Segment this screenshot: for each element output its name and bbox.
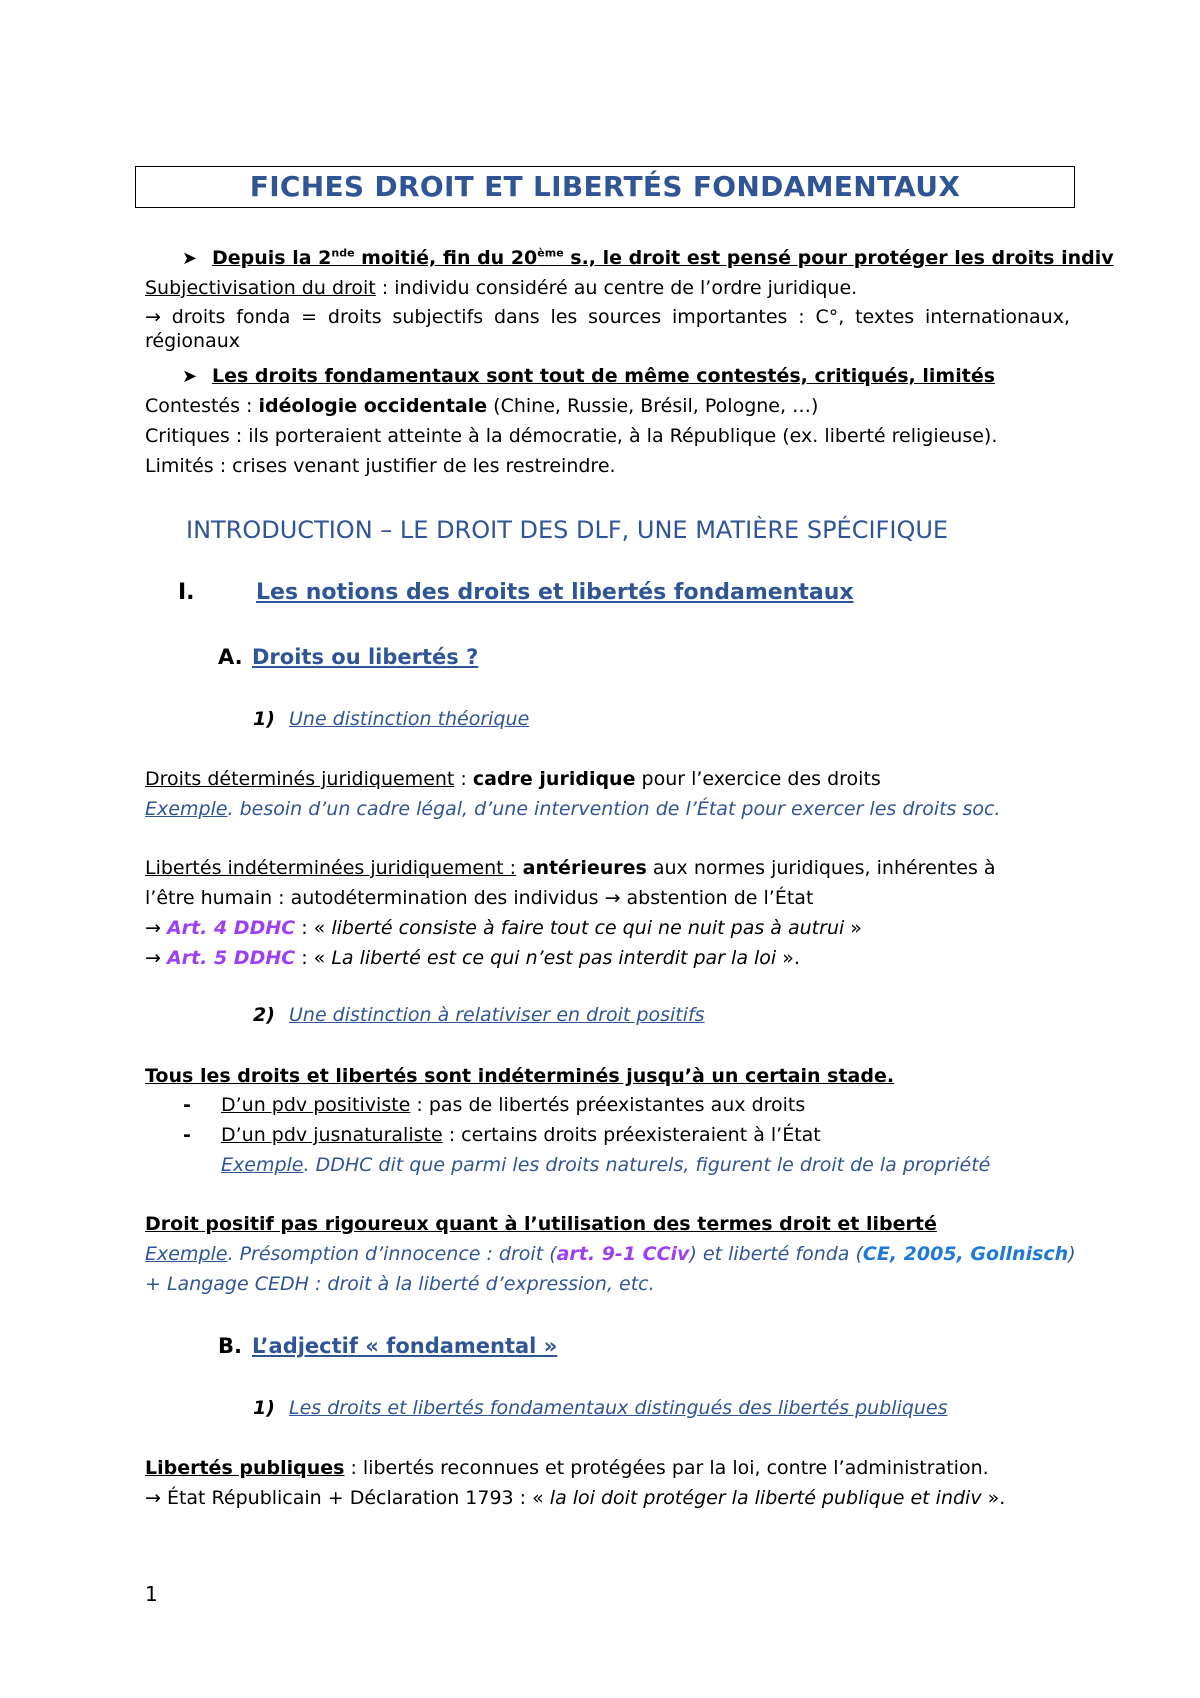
section-A-label: Droits ou libertés ? [252,645,479,669]
art5-line [145,946,1070,970]
art-9-1-ref: art. 9-1 CCiv [556,1243,690,1265]
section-B-heading [218,1334,557,1358]
autodetermination-text: l’être humain : autodétermination des individus [145,887,605,909]
quote-open: : « [295,917,332,939]
libertes-publiques-def: : libertés reconnues et protégées par la loi, contre l’administration. [344,1457,989,1479]
pdv-positiviste-text: : pas de libertés préexistantes aux droits [410,1094,806,1116]
libertes-indeterminees-term: Libertés indéterminées juridiquement : [145,857,517,879]
right-arrow-icon: → [145,1487,161,1509]
etat-republicain-line [145,1486,1070,1510]
exemple-3-text-c: ) [1068,1243,1076,1265]
subjectivisation-def: : individu considéré au centre de l’ordre juridique. [375,277,858,299]
subsection-1-label: Une distinction théorique [289,708,530,730]
subsection-1-number: 1) [253,708,275,730]
right-arrow-icon: → [145,947,161,969]
quote-close: » [844,917,862,939]
exemple-label: Exemple [145,798,228,820]
section-I-label: Les notions des droits et libertés fondamentaux [256,580,854,605]
droits-determines-term: Droits déterminés juridiquement [145,768,455,790]
art4-ref: Art. 4 DDHC [166,917,296,939]
subjectivisation-term: Subjectivisation du droit [145,277,376,299]
title-box [135,166,1075,208]
cadre-juridique-bold: cadre juridique [472,768,636,790]
subsection-2-heading [253,1004,705,1026]
subjectivisation-line [145,276,1070,300]
bullet1-text-c: s., le droit est pensé pour protéger les droits indiv [563,247,1114,269]
gollnisch-ref: Gollnisch [970,1243,1069,1265]
critiques-line: Critiques : ils porteraient atteinte à la démocratie, à la République (ex. liberté religieuse). [145,425,998,447]
fonda-paragraph [145,305,1070,353]
bullet2-text: Les droits fondamentaux sont tout de même contestés, critiqués, limités [212,365,996,387]
pdv-positiviste-term: D’un pdv positiviste [221,1094,411,1116]
subsection-2-label: Une distinction à relativiser en droit positifs [289,1004,705,1026]
section-B-number: B. [218,1334,242,1358]
arrowhead-bullet-icon: ➤ [182,248,198,269]
libertes-indeterminees-line [145,856,1070,880]
tous-droits-line: Tous les droits et libertés sont indéterminés jusqu’à un certain stade. [145,1065,895,1087]
art4-quote: liberté consiste à faire tout ce qui ne nuit pas à autrui [331,917,845,939]
dash-bullet-icon: - [183,1124,191,1146]
quote-close: ». [981,1487,1006,1509]
page-number: 1 [145,1582,158,1606]
right-arrow-icon: → [145,917,161,939]
bullet1-sup-b: ème [537,246,564,260]
contestes-rest: (Chine, Russie, Brésil, Pologne, …) [487,395,819,417]
bullet1-sup-a: nde [331,246,355,260]
pdv-positiviste-item [183,1093,1108,1117]
exemple-1-text: . besoin d’un cadre légal, d’une intervention de l’État pour exercer les droits soc. [227,798,1001,820]
arrowhead-bullet-icon: ➤ [182,366,198,387]
langage-cedh-line: + Langage CEDH : droit à la liberté d’expression, etc. [145,1273,655,1295]
bullet-line-1 [182,246,1114,271]
subsection-2-number: 2) [253,1004,275,1026]
bullet1-text-a: Depuis la 2 [212,247,332,269]
introduction-heading: INTRODUCTION – LE DROIT DES DLF, UNE MATIÈRE SPÉCIFIQUE [186,516,949,544]
exemple-3-text-b: ) et liberté fonda ( [689,1243,863,1265]
droits-determines-rest: pour l’exercice des droits [635,768,881,790]
sep: : [454,768,473,790]
right-arrow-icon: → [604,887,621,909]
section-A-number: A. [218,645,243,669]
subsection-B1-label: Les droits et libertés fondamentaux distingués des libertés publiques [289,1397,948,1419]
pdv-jusnaturaliste-term: D’un pdv jusnaturaliste [221,1124,443,1146]
art4-line [145,916,1070,940]
abstention-text: abstention de l’État [620,887,814,909]
droit-positif-line: Droit positif pas rigoureux quant à l’utilisation des termes droit et liberté [145,1213,937,1235]
pdv-jusnaturaliste-item [183,1123,1108,1147]
exemple-2-text: . DDHC dit que parmi les droits naturels, figurent le droit de la propriété [303,1154,991,1176]
libertes-indeterminees-line-2 [145,886,1070,910]
section-B-label: L’adjectif « fondamental » [252,1334,558,1358]
contestes-line [145,394,1070,418]
quote-close: ». [776,947,800,969]
libertes-publiques-line [145,1456,1070,1480]
anterieures-bold: antérieures [516,857,647,879]
bullet-line-2 [182,364,1107,389]
fonda-text: droits fonda = droits subjectifs dans les sources importantes : C°, textes internationaux, régionaux [145,306,1070,352]
dash-bullet-icon: - [183,1094,191,1116]
exemple-2-line [221,1153,1146,1177]
art5-ref: Art. 5 DDHC [166,947,296,969]
subsection-1-heading [253,708,529,730]
right-arrow-icon: → [145,306,161,328]
ce-2005-ref: CE, 2005, [862,1243,971,1265]
exemple-label: Exemple [145,1243,228,1265]
libertes-indeterminees-rest: aux normes juridiques, inhérentes à [646,857,996,879]
quote-open: : « [295,947,332,969]
etat-republicain-text: État Républicain + Déclaration 1793 : « [160,1487,550,1509]
document-title: FICHES DROIT ET LIBERTÉS FONDAMENTAUX [249,170,961,203]
section-I-number: I. [178,580,195,605]
droits-determines-line [145,767,1070,791]
exemple-3-line [145,1242,1076,1266]
art5-quote: La liberté est ce qui n’est pas interdit par la loi [331,947,777,969]
exemple-3-text-a: . Présomption d’innocence : droit ( [227,1243,557,1265]
libertes-publiques-term: Libertés publiques [145,1457,345,1479]
exemple-label: Exemple [221,1154,304,1176]
subsection-B1-number: 1) [253,1397,275,1419]
pdv-jusnaturaliste-text: : certains droits préexisteraient à l’État [442,1124,821,1146]
limites-line: Limités : crises venant justifier de les restreindre. [145,455,616,477]
bullet1-text-b: moitié, fin du 20 [354,247,538,269]
section-I-heading [178,580,854,605]
contestes-bold: idéologie occidentale [258,395,488,417]
section-A-heading [218,645,478,669]
subsection-B1-heading [253,1397,948,1419]
contestes-label: Contestés : [145,395,259,417]
exemple-1-line [145,797,1070,821]
declaration-1793-quote: la loi doit protéger la liberté publique et indiv [549,1487,982,1509]
